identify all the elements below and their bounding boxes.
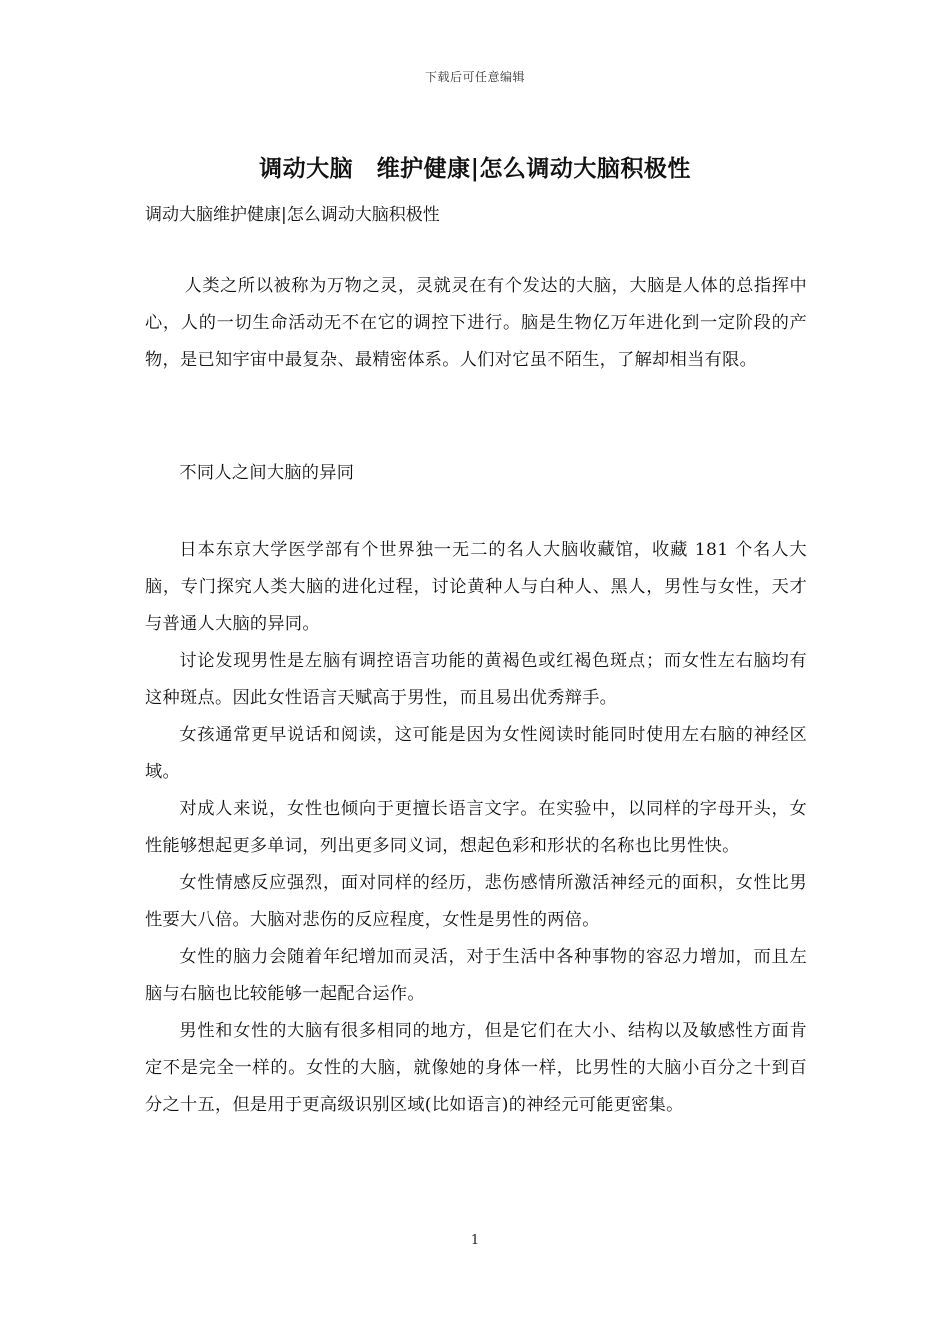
body-paragraph: 讨论发现男性是左脑有调控语言功能的黄褐色或红褐色斑点；而女性左右脑均有这种斑点。因此女性语言天赋高于男性，而且易出优秀辩手。: [145, 651, 807, 708]
body-paragraph: 日本东京大学医学部有个世界独一无二的名人大脑收藏馆，收藏 181 个名人大脑，专门探究人类大脑的进化过程，讨论黄种人与白种人、黑人，男性与女性，天才与普通人大脑的异同。: [145, 540, 807, 634]
intro-section: [145, 268, 807, 379]
body-paragraph: 女孩通常更早说话和阅读，这可能是因为女性阅读时能同时使用左右脑的神经区域。: [145, 725, 807, 782]
section-heading-block: [145, 455, 807, 492]
header-note: 下载后可任意编辑: [424, 70, 525, 84]
document-title: 调动大脑 维护健康|怎么调动大脑积极性: [259, 155, 691, 182]
intro-paragraph: 人类之所以被称为万物之灵，灵就灵在有个发达的大脑，大脑是人体的总指挥中心，人的一切生命活动无不在它的调控下进行。脑是生物亿万年进化到一定阶段的产物，是已知宇宙中最复杂、最精密体系。人们对它虽不陌生，了解却相当有限。: [145, 276, 807, 370]
body-paragraph: 女性情感反应强烈，面对同样的经历，悲伤感情所激活神经元的面积，女性比男性要大八倍。大脑对悲伤的反应程度，女性是男性的两倍。: [145, 873, 807, 930]
body-paragraph: 对成人来说，女性也倾向于更擅长语言文字。在实验中，以同样的字母开头，女性能够想起更多单词，列出更多同义词，想起色彩和形状的名称也比男性快。: [145, 799, 807, 856]
main-body: [145, 532, 807, 1124]
body-paragraph: 女性的脑力会随着年纪增加而灵活，对于生活中各种事物的容忍力增加，而且左脑与右脑也比较能够一起配合运作。: [145, 947, 807, 1004]
page-number: 1: [470, 1233, 480, 1248]
section-heading: 不同人之间大脑的异同: [179, 463, 355, 483]
body-paragraph: 男性和女性的大脑有很多相同的地方，但是它们在大小、结构以及敏感性方面肯定不是完全一样的。女性的大脑，就像她的身体一样，比男性的大脑小百分之十到百分之十五，但是用于更高级识别区域(比如语言)的神经元可能更密集。: [145, 1021, 807, 1115]
document-subtitle: 调动大脑维护健康|怎么调动大脑积极性: [145, 205, 440, 225]
